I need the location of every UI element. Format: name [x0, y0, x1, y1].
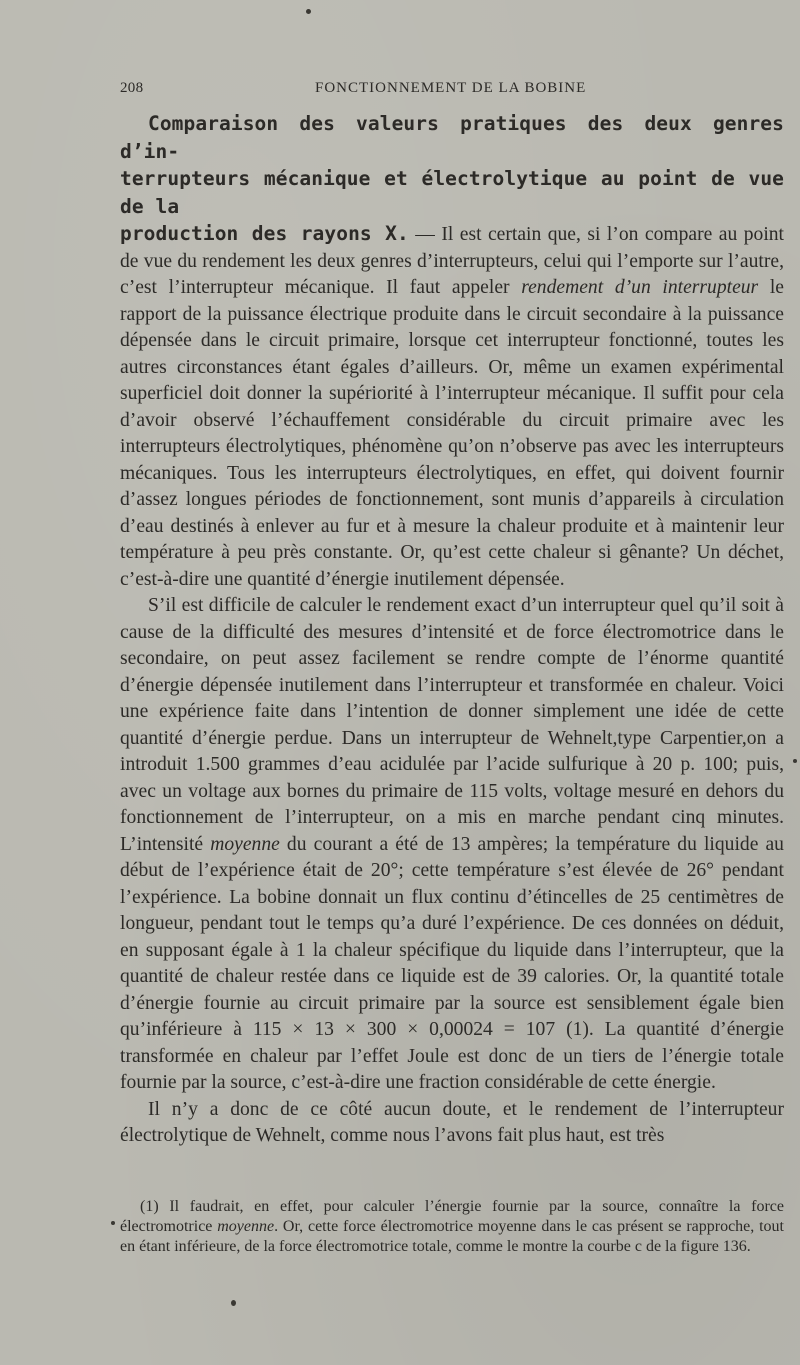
paper-speck — [306, 9, 311, 14]
paragraph-1-rest: le rapport de la puissance électrique produite dans le circuit secondaire à la puissance dépensée dans le circuit primaire, lorsque cet interrupteur fonctionné, toutes les autres circonstances étant égales d’ailleurs. Or, même un examen expérimental superficiel doit donner la supériorité à l’interrupteur mécanique. Il suffit pour cela d’avoir observé l’échauffement considérable du circuit primaire avec les interrupteurs électrolytiques, phénomène qu’on n’observe pas avec les interrupteurs mécaniques. Tous les interrupteurs électrolytiques, en effet, qui doivent fournir d’assez longues périodes de fonctionnement, sont munis d’appareils à circulation d’eau destinés à enlever au fur et à mesure la chaleur produite et à maintenir leur température à peu près constante. Or, qu’est cette chaleur si gênante? Un déchet, c’est-à-dire une quantité d’énergie inutilement dépensée. — [120, 277, 784, 590]
footnote-start: (1) Il faudrait, en effet, pour calculer l’énergie fournie par la source, connaître la force électromotrice — [120, 1198, 784, 1235]
paragraph-3: Il n’y a donc de ce côté aucun doute, et le rendement de l’interrupteur électrolytique de Wehnelt, comme nous l’avons fait plus haut, est très — [120, 1098, 784, 1146]
running-title: FONCTIONNEMENT DE LA BOBINE — [315, 80, 587, 96]
footnote-text — [120, 1197, 784, 1257]
paragraph-1-italic: rendement d’un interrupteur — [521, 277, 759, 298]
paragraph-2 — [120, 593, 784, 1097]
page-number: 208 — [120, 80, 144, 96]
paper-speck — [793, 759, 797, 763]
paragraph-2-rest: du courant a été de 13 ampères; la température du liquide au début de l’expérience était de 20°; cette température s’est élevée de 26° pendant l’expérience. La bobine donnait un flux continu d’étincelles de 25 centimètres de longueur, pendant tout le temps qu’a duré l’expérience. De ces données on déduit, en supposant égale à 1 la chaleur spécifique du liquide dans l’interrupteur, que la quantité de chaleur restée dans ce liquide est de 39 calories. Or, la quantité totale d’énergie fournie au circuit primaire par la source est sensiblement égale bien qu’inférieure à 115 × 13 × 300 × 0,00024 = 107 (1). La quantité d’énergie transformée en chaleur par l’effet Joule est donc de un tiers de l’énergie totale fournie par la source, c’est-à-dire une fraction considérable de cette énergie. — [120, 833, 784, 1093]
paragraph-2-text: S’il est difficile de calculer le rendement exact d’un interrupteur quel qu’il soit à cause de la difficulté des mesures d’intensité et de force électromotrice dans le secondaire, on peut assez facilement se rendre compte de l’énorme quantité d’énergie dépensée inutilement dans l’interrupteur et transformée en chaleur. Voici une expérience faite dans l’intention de donner simplement une idée de cette quantité d’énergie perdue. Dans un interrupteur de Wehnelt,type Carpentier,on a introduit 1.500 grammes d’eau acidulée par l’acide sulfurique à 20 p. 100; puis, avec un voltage aux bornes du primaire de 115 volts, voltage mesuré en dehors du fonctionnement de l’interrupteur, on a mis en marche pendant cinq minutes. L’intensité — [120, 595, 784, 855]
paragraph-1-text: — Il est certain que, si l’on compare au point de vue du rendement les deux genres d’interrupteurs, celui qui l’emporte sur l’autre, c’est l’interrupteur mécanique. Il faut appeler — [120, 224, 784, 298]
section-heading-line-2: terrupteurs mécanique et électrolytique au point de vue de la — [120, 167, 784, 218]
footnote — [120, 1197, 784, 1257]
main-text — [120, 111, 784, 1150]
paper-speck — [231, 1300, 236, 1306]
paper-speck — [111, 1221, 115, 1225]
section-heading-line-1: Comparaison des valeurs pratiques des deux genres d’in- — [120, 112, 784, 163]
footnote-rest: . Or, cette force électromotrice moyenne dans le cas présent se rapproche, tout en étant inférieure, de la force électromotrice totale, comme le montre la courbe c de la figure 136. — [120, 1218, 784, 1255]
paragraph-1 — [120, 111, 784, 593]
page-header — [120, 80, 680, 100]
paragraph-2-italic: moyenne — [210, 833, 280, 855]
section-heading-line-3: production des rayons X. — [120, 222, 409, 245]
footnote-italic: moyenne — [217, 1218, 275, 1235]
